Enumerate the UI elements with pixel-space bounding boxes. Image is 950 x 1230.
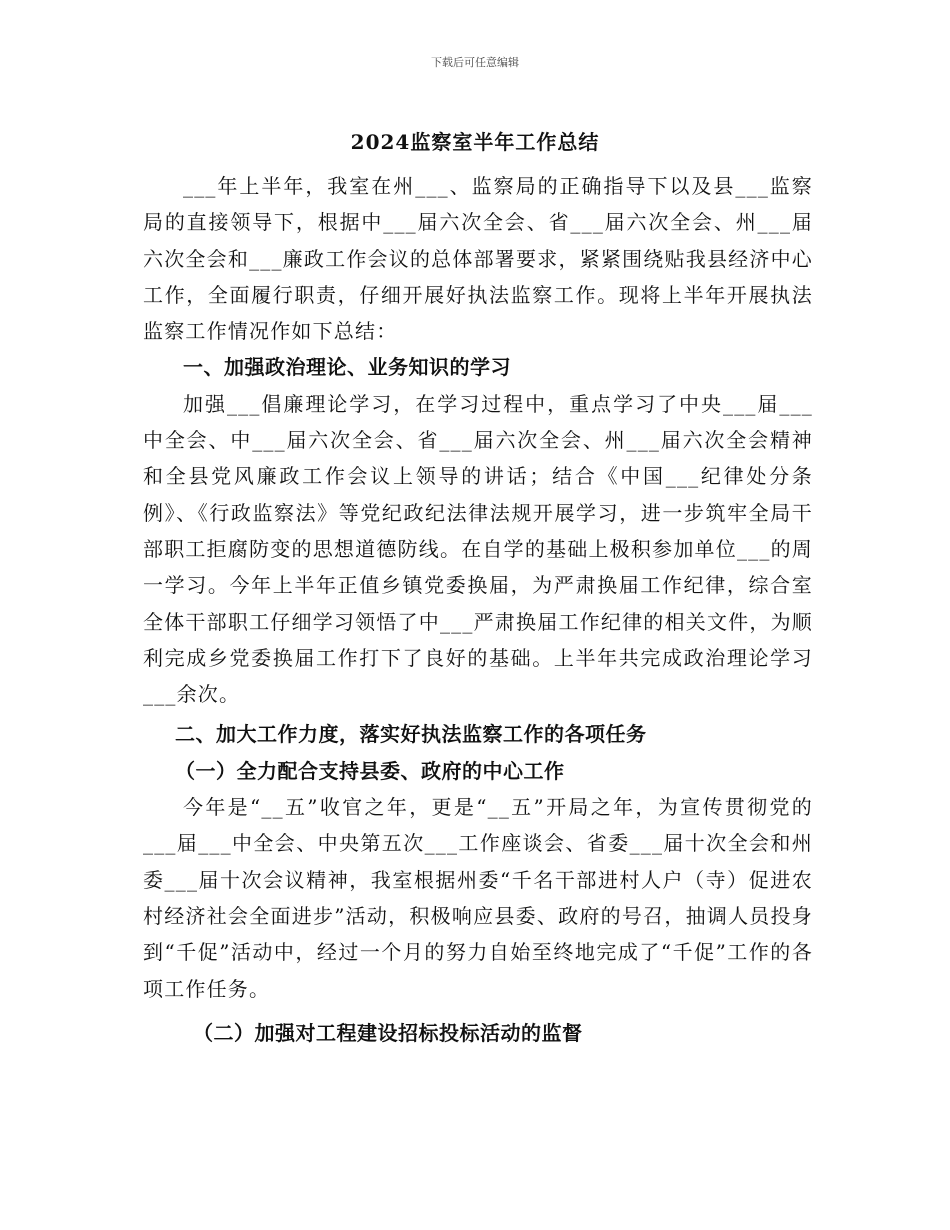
- document-title: 2024监察室半年工作总结: [350, 130, 600, 154]
- section1-heading: 一、加强政治理论、业务知识的学习: [183, 355, 511, 380]
- subsection1-paragraph: 今年是“__五”收官之年，更是“__五”开局之年，为宣传贯彻党的___届___中全会、中央第五次___工作座谈会、省委___届十次全会和州委___届十次会议精神，我室根据州委“千名干部进村人户（寺）促进农村经济社会全面进步”活动，积极响应县委、政府的号召，抽调人员投身到“千促”活动中，经过一个月的努力自始至终地完成了“千促”工作的各项工作任务。: [143, 795, 813, 1001]
- document-body: [143, 168, 813, 1051]
- subsection1-heading: （一）全力配合支持县委、政府的中心工作: [175, 758, 565, 783]
- page-header-note: 下载后可任意编辑: [431, 56, 519, 69]
- subsection2-heading: （二）加强对工程建设招标投标活动的监督: [193, 1020, 583, 1045]
- intro-paragraph: ___年上半年，我室在州___、监察局的正确指导下以及县___监察局的直接领导下，根据中___届六次全会、省___届六次全会、州___届六次全会和___廉政工作会议的总体部署要求，紧紧围绕贴我县经济中心工作，全面履行职责，仔细开展好执法监察工作。现将上半年开展执法监察工作情况作如下总结：: [143, 174, 813, 344]
- section2-heading: 二、加大工作力度，落实好执法监察工作的各项任务: [175, 722, 647, 747]
- section1-paragraph: 加强___倡廉理论学习，在学习过程中，重点学习了中央___届___中全会、中___届六次全会、省___届六次全会、州___届六次全会精神和全县党风廉政工作会议上领导的讲话；结合《中国___纪律处分条例》、《行政监察法》等党纪政纪法律法规开展学习，进一步筑牢全局干部职工拒腐防变的思想道德防线。在自学的基础上极积参加单位___的周一学习。今年上半年正值乡镇党委换届，为严肃换届工作纪律，综合室全体干部职工仔细学习领悟了中___严肃换届工作纪律的相关文件，为顺利完成乡党委换届工作打下了良好的基础。上半年共完成政治理论学习___余次。: [143, 391, 813, 707]
